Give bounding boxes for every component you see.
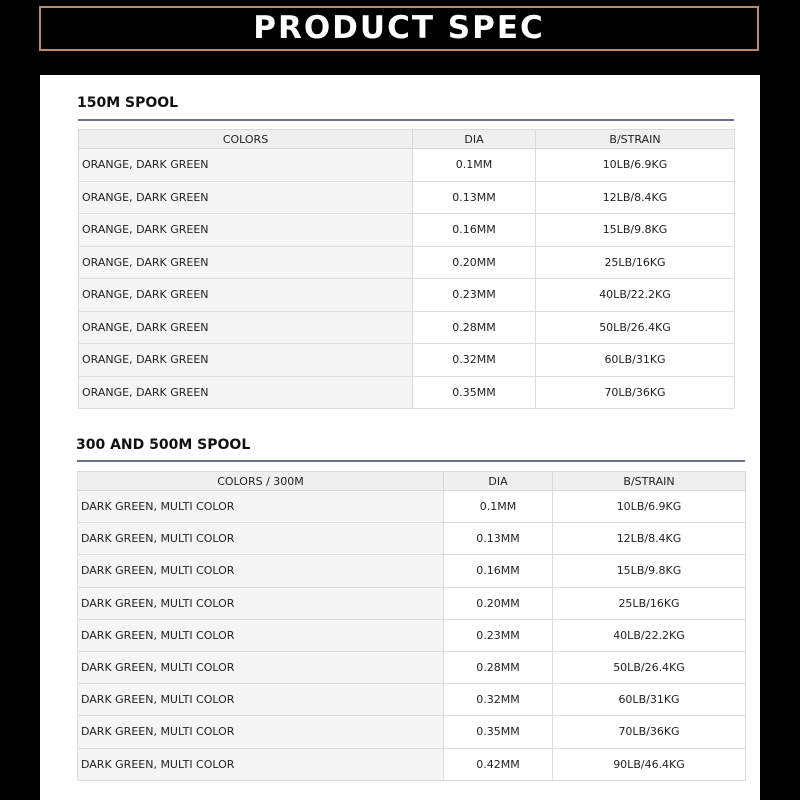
table-row	[79, 149, 735, 182]
cell-colors: DARK GREEN, MULTI COLOR	[78, 587, 444, 619]
column-header-colors: COLORS	[79, 130, 413, 149]
cell-colors: DARK GREEN, MULTI COLOR	[78, 748, 444, 780]
cell-dia: 0.35MM	[444, 716, 553, 748]
cell-colors: DARK GREEN, MULTI COLOR	[78, 619, 444, 651]
table-row	[79, 246, 735, 279]
table-row	[79, 279, 735, 312]
section-title-300-500m: 300 AND 500M SPOOL	[76, 437, 251, 453]
cell-breaking-strain: 60LB/31KG	[536, 344, 735, 377]
table-row	[79, 376, 735, 409]
cell-breaking-strain: 10LB/6.9KG	[553, 491, 746, 523]
cell-colors: ORANGE, DARK GREEN	[79, 311, 413, 344]
section-divider	[77, 460, 745, 462]
cell-breaking-strain: 70LB/36KG	[536, 376, 735, 409]
cell-colors: DARK GREEN, MULTI COLOR	[78, 684, 444, 716]
table-row	[79, 344, 735, 377]
cell-dia: 0.23MM	[444, 619, 553, 651]
cell-dia: 0.13MM	[413, 181, 536, 214]
cell-colors: DARK GREEN, MULTI COLOR	[78, 523, 444, 555]
cell-colors: ORANGE, DARK GREEN	[79, 181, 413, 214]
table-row	[78, 523, 746, 555]
cell-breaking-strain: 12LB/8.4KG	[536, 181, 735, 214]
spec-panel	[40, 75, 760, 800]
cell-dia: 0.16MM	[413, 214, 536, 247]
table-row	[78, 587, 746, 619]
column-header-strain: B/STRAIN	[553, 472, 746, 491]
table-row	[78, 684, 746, 716]
cell-colors: ORANGE, DARK GREEN	[79, 214, 413, 247]
cell-dia: 0.28MM	[413, 311, 536, 344]
cell-dia: 0.20MM	[413, 246, 536, 279]
cell-breaking-strain: 15LB/9.8KG	[553, 555, 746, 587]
table-header-row	[79, 130, 735, 149]
cell-dia: 0.20MM	[444, 587, 553, 619]
cell-breaking-strain: 40LB/22.2KG	[536, 279, 735, 312]
table-row	[78, 555, 746, 587]
cell-colors: DARK GREEN, MULTI COLOR	[78, 651, 444, 683]
cell-breaking-strain: 50LB/26.4KG	[553, 651, 746, 683]
section-divider	[78, 119, 734, 121]
cell-dia: 0.32MM	[444, 684, 553, 716]
cell-breaking-strain: 40LB/22.2KG	[553, 619, 746, 651]
cell-dia: 0.16MM	[444, 555, 553, 587]
header-banner	[39, 6, 759, 51]
cell-dia: 0.13MM	[444, 523, 553, 555]
table-row	[79, 181, 735, 214]
cell-colors: ORANGE, DARK GREEN	[79, 344, 413, 377]
cell-breaking-strain: 50LB/26.4KG	[536, 311, 735, 344]
cell-dia: 0.32MM	[413, 344, 536, 377]
table-row	[79, 214, 735, 247]
cell-dia: 0.42MM	[444, 748, 553, 780]
cell-breaking-strain: 70LB/36KG	[553, 716, 746, 748]
section-title-150m: 150M SPOOL	[77, 95, 179, 111]
cell-dia: 0.35MM	[413, 376, 536, 409]
cell-colors: ORANGE, DARK GREEN	[79, 149, 413, 182]
cell-breaking-strain: 25LB/16KG	[536, 246, 735, 279]
cell-dia: 0.23MM	[413, 279, 536, 312]
cell-breaking-strain: 12LB/8.4KG	[553, 523, 746, 555]
cell-dia: 0.28MM	[444, 651, 553, 683]
table-row	[78, 619, 746, 651]
column-header-colors: COLORS / 300M	[78, 472, 444, 491]
column-header-strain: B/STRAIN	[536, 130, 735, 149]
spec-table-150m	[78, 129, 735, 409]
cell-dia: 0.1MM	[444, 491, 553, 523]
cell-colors: ORANGE, DARK GREEN	[79, 279, 413, 312]
cell-colors: DARK GREEN, MULTI COLOR	[78, 716, 444, 748]
cell-breaking-strain: 15LB/9.8KG	[536, 214, 735, 247]
table-row	[78, 716, 746, 748]
cell-colors: DARK GREEN, MULTI COLOR	[78, 491, 444, 523]
cell-breaking-strain: 90LB/46.4KG	[553, 748, 746, 780]
page-title: PRODUCT SPEC	[253, 10, 545, 46]
table-row	[78, 748, 746, 780]
cell-breaking-strain: 10LB/6.9KG	[536, 149, 735, 182]
spec-table-300-500m	[77, 471, 746, 781]
table-row	[78, 651, 746, 683]
table-row	[79, 311, 735, 344]
column-header-dia: DIA	[444, 472, 553, 491]
cell-colors: ORANGE, DARK GREEN	[79, 246, 413, 279]
cell-colors: ORANGE, DARK GREEN	[79, 376, 413, 409]
cell-colors: DARK GREEN, MULTI COLOR	[78, 555, 444, 587]
cell-breaking-strain: 60LB/31KG	[553, 684, 746, 716]
table-row	[78, 491, 746, 523]
column-header-dia: DIA	[413, 130, 536, 149]
cell-breaking-strain: 25LB/16KG	[553, 587, 746, 619]
cell-dia: 0.1MM	[413, 149, 536, 182]
table-header-row	[78, 472, 746, 491]
